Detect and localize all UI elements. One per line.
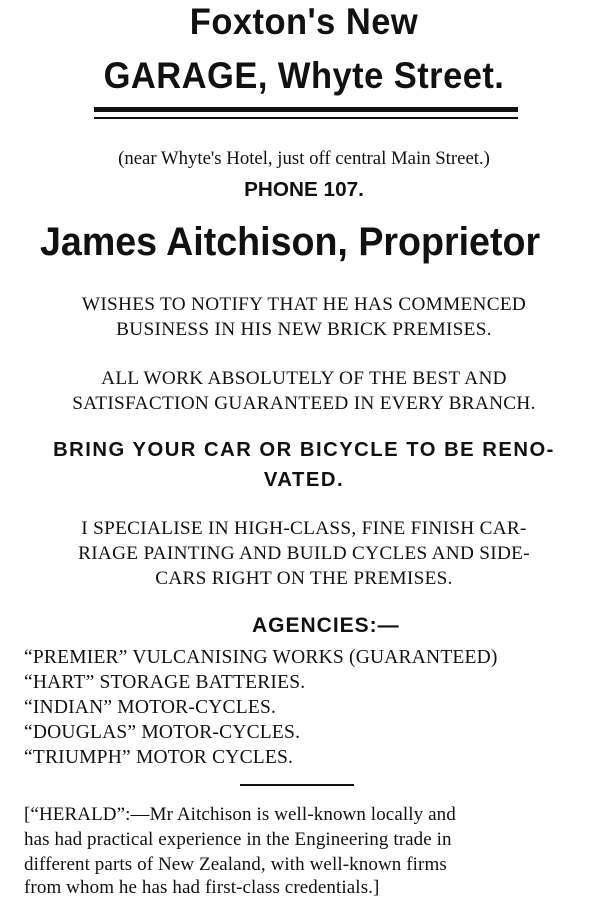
specialise-line-3: CARS RIGHT ON THE PREMISES.	[155, 568, 453, 589]
specialise-line-1: I SPECIALISE IN HIGH-CLASS, FINE FINISH CAR-	[81, 518, 527, 539]
specialise-line-2: RIAGE PAINTING AND BUILD CYCLES AND SIDE-	[78, 543, 530, 564]
agency-item-hart: “HART” STORAGE BATTERIES.	[24, 672, 306, 693]
agency-item-douglas: “DOUGLAS” MOTOR-CYCLES.	[24, 722, 301, 743]
agency-item-triumph: “TRIUMPH” MOTOR CYCLES.	[24, 747, 294, 768]
bring-line-1: BRING YOUR CAR OR BICYCLE TO BE RENO-	[53, 439, 555, 461]
agency-item-premier: “PREMIER” VULCANISING WORKS (GUARANTEED)	[24, 647, 498, 668]
notice-line-2: BUSINESS IN HIS NEW BRICK PREMISES.	[116, 319, 492, 340]
section-divider	[240, 784, 354, 786]
bring-line-2: VATED.	[263, 469, 345, 491]
proprietor-name: James Aitchison, Proprietor	[40, 220, 541, 264]
agencies-title: AGENCIES:—	[252, 614, 400, 637]
double-rule-bottom	[94, 117, 518, 119]
heading-line-1: Foxton's New	[189, 0, 419, 42]
herald-line-4: from whom he has had first-class credentials.]	[24, 877, 380, 898]
herald-line-3: different parts of New Zealand, with well-known firms	[24, 854, 447, 875]
agency-item-indian: “INDIAN” MOTOR-CYCLES.	[24, 697, 277, 718]
quality-line-1: ALL WORK ABSOLUTELY OF THE BEST AND	[101, 368, 507, 389]
heading-line-2: GARAGE, Whyte Street.	[103, 54, 505, 96]
herald-line-1: [“HERALD”:—Mr Aitchison is well-known locally and	[24, 804, 456, 825]
notice-line-1: WISHES TO NOTIFY THAT HE HAS COMMENCED	[81, 294, 527, 315]
quality-line-2: SATISFACTION GUARANTEED IN EVERY BRANCH.	[72, 393, 536, 414]
double-rule-top	[94, 107, 518, 112]
herald-line-2: has had practical experience in the Engineering trade in	[24, 829, 452, 850]
phone-number: PHONE 107.	[244, 178, 364, 201]
address-line: (near Whyte's Hotel, just off central Main Street.)	[118, 148, 490, 169]
